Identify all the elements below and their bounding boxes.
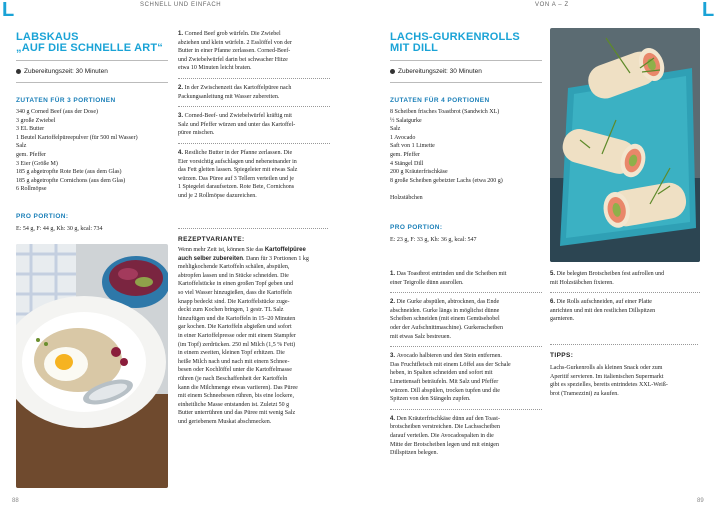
step-number: 1. — [178, 31, 185, 37]
ingredient-item: 200 g Kräuterfrischkäse — [390, 169, 448, 176]
step-text: Die belegten Brotscheiben fest aufrollen und — [556, 271, 665, 277]
step-line — [390, 423, 542, 432]
ingredients-heading-left: ZUTATEN FÜR 3 PORTIONEN — [16, 97, 116, 104]
step-line — [178, 192, 330, 201]
ingredient-item: Salz — [16, 143, 27, 150]
step-line — [390, 298, 542, 307]
step-text: Avocado halbieren und den Stein entfernen. — [396, 353, 502, 360]
variant-line — [178, 306, 338, 315]
left-title-line2: „AUF DIE SCHNELLE ART“ — [16, 42, 163, 54]
salmon-rolls-photo — [550, 28, 700, 262]
step-number: 6. — [550, 299, 557, 306]
step-line — [178, 183, 330, 192]
recipe-step — [550, 298, 700, 324]
step-text: Das Toastbrot entrinden und die Scheiben mit — [396, 271, 507, 277]
variant-line — [178, 280, 338, 289]
step-line — [550, 307, 700, 316]
divider — [390, 409, 542, 410]
tips-line: brot (Tramezzini) zu kaufen. — [550, 390, 619, 397]
variant-text-part: in einer Kartoffelpresse oder mit einem Stampfer — [178, 332, 296, 339]
per-portion-right: E: 23 g, F: 33 g, Kh: 36 g, kcal: 547 — [390, 237, 477, 243]
ingredient-item: 340 g Corned Beef (aus der Dose) — [16, 109, 98, 115]
step-number: 5. — [550, 271, 557, 277]
step-text: das Fett gleiten lassen. Spiegeleier mit etwas Salz — [178, 167, 298, 174]
variant-line — [178, 272, 338, 281]
variant-line — [178, 341, 338, 350]
variant-line — [178, 263, 338, 272]
variant-text-part: Wenn mehr Zeit ist, können Sie das — [178, 247, 265, 253]
variant-line — [178, 366, 338, 375]
step-text: Dillspitzen belegen. — [390, 450, 438, 457]
step-line — [390, 378, 542, 387]
ingredient-item: 8 große Scheiben gebeizter Lachs (etwa 200 g) — [390, 177, 503, 184]
step-text: würzen. Das Püree auf 3 Tellern verteilen und je — [178, 175, 294, 182]
step-number: 3. — [178, 113, 185, 120]
salmon-rolls-image — [550, 28, 700, 262]
step-line — [390, 279, 542, 288]
ingredients-list-left — [16, 108, 174, 194]
step-line — [390, 449, 542, 458]
step-line — [178, 64, 330, 73]
ingredient-item: Holzstäbchen — [390, 194, 423, 201]
prep-time-text: Zubereitungszeit: 30 Minuten — [398, 68, 482, 75]
labskaus-photo — [16, 244, 168, 488]
step-line — [390, 395, 542, 404]
step-line — [550, 270, 700, 279]
right-recipe-title — [390, 32, 545, 54]
variant-line — [178, 358, 338, 367]
per-portion-heading-left: PRO PORTION: — [16, 213, 69, 220]
step-text: Spitzen von den Stängeln zupfen. — [390, 396, 471, 403]
ingredient-item: 4 Stängel Dill — [390, 160, 424, 167]
step-number: 3. — [390, 353, 397, 360]
variant-text-part: und geriebenem Muskat abschmecken. — [178, 418, 272, 425]
step-line — [550, 315, 700, 324]
running-head-right: VON A – Z — [535, 2, 569, 8]
ingredient-item: gem. Pfeffer — [16, 151, 46, 158]
step-text: Restliche Butter in der Pfanne zerlassen. Die — [184, 149, 293, 156]
variant-line — [178, 349, 338, 358]
variant-text-part: besen oder Kochlöffel unter die Kartoffelmasse — [178, 367, 292, 374]
recipe-step — [178, 112, 330, 138]
step-line — [550, 279, 700, 288]
variant-text-part: deckt zum Kochen bringen, 1 gestr. TL Salz — [178, 307, 284, 314]
step-number: 2. — [390, 299, 397, 306]
step-text: Die Rolls aufschneiden, auf einer Platte — [556, 299, 652, 306]
step-line — [390, 352, 542, 361]
prep-time-left — [16, 68, 108, 75]
step-text: würzen. Dill abspülen, trocken tupfen und die — [390, 387, 500, 394]
variant-text-part: mit einem Schneebesen rühren, bis eine lockere, — [178, 393, 294, 400]
divider — [178, 228, 328, 229]
step-text: und Zwiebelwürfel darin bei schwacher Hitze — [178, 56, 288, 63]
step-text: Mitte der Brotscheiben legen und mit einigen — [390, 441, 499, 448]
tips-line: gibt es spezielles, bereits entrindetes XXL-Weiß- — [550, 382, 668, 389]
step-text: mit etwas Salz bestreuen. — [390, 333, 451, 340]
step-text: etwa 10 Minuten leicht braten. — [178, 65, 252, 72]
ingredient-item: gem. Pfeffer — [390, 151, 420, 158]
ingredient-item: 185 g abgetropfte Cornichons (aus dem Glas) — [16, 177, 126, 184]
step-text: Butter in einer Pfanne zerlassen. Corned-Beef- — [178, 48, 291, 55]
variant-text-part: kann die Milchmenge etwas variieren). Das Püree — [178, 384, 298, 391]
step-number: 2. — [178, 84, 185, 91]
chapter-letter-left: L — [2, 0, 15, 21]
recipe-step — [390, 352, 542, 404]
step-text: brotscheiben verstreichen. Die Lachsscheiben — [390, 424, 500, 431]
step-text: heben, in Spalten schneiden und sofort mit — [390, 370, 493, 377]
step-text: 1 Spiegelei daraufsetzen. Rote Bete, Cornichons — [178, 184, 295, 191]
variant-text-part: . Dann für 3 Portionen 1 kg — [243, 255, 309, 262]
step-text: darauf verteilen. Die Avocadospalten in die — [390, 432, 494, 439]
step-line — [390, 270, 542, 279]
variant-text-part: Kartoffelstücke in einen großen Topf geben und — [178, 281, 293, 288]
variant-line — [178, 255, 338, 264]
left-title-line1: LABSKAUS — [16, 31, 79, 43]
variant-line — [178, 323, 338, 332]
per-portion-left: E: 54 g, F: 44 g, Kh: 30 g, kcal: 734 — [16, 226, 103, 232]
ingredient-item: Saft von 1 Limette — [390, 143, 435, 150]
step-line — [178, 39, 330, 48]
step-text: Limettensaft beträufeln. Mit Salz und Pfeffer — [390, 378, 499, 385]
step-text: Corned-Beef- und Zwiebelwürfel kräftig mit — [184, 113, 292, 120]
ingredient-item — [390, 185, 548, 194]
recipe-step — [550, 270, 700, 287]
variant-line — [178, 401, 338, 410]
step-text: abschneiden. Gurke längs in möglichst dünne — [390, 307, 500, 314]
step-line — [390, 315, 542, 324]
step-line — [178, 93, 330, 102]
step-line — [178, 84, 330, 93]
step-text: Die Gurke abspülen, abtrocknen, das Ende — [396, 299, 500, 306]
divider — [178, 78, 330, 79]
ingredient-item: 185 g abgetropfte Rote Bete (aus dem Glas) — [16, 169, 122, 176]
ingredient-item: 3 EL Butter — [16, 126, 45, 133]
page-number-right: 89 — [697, 498, 704, 504]
ingredients-heading-right: ZUTATEN FÜR 4 PORTIONEN — [390, 97, 490, 104]
step-text: oder der Aufschnittmaschine). Gurkenscheiben — [390, 324, 503, 331]
step-line — [390, 415, 542, 424]
labskaus-image — [16, 244, 168, 488]
step-text: Eier vorsichtig aufschlagen und nebeneinander in — [178, 158, 297, 165]
ingredient-item: 1 Avocado — [390, 134, 416, 141]
step-number: 4. — [390, 415, 397, 422]
step-text: Scheiben schneiden (mit einem Gemüsehobel — [390, 316, 500, 323]
step-text: Packungsanleitung mit Wasser zubereiten. — [178, 93, 280, 100]
step-line — [178, 175, 330, 184]
recipe-step — [178, 84, 330, 101]
step-line — [390, 361, 542, 370]
right-title-line1: LACHS-GURKENROLLS — [390, 31, 520, 43]
per-portion-heading-right: PRO PORTION: — [390, 224, 443, 231]
step-text: und je 2 Rollmöpse dazureichen. — [178, 192, 257, 199]
steps-left — [178, 30, 330, 206]
step-text: einer Teigrolle dünn ausrollen. — [390, 279, 464, 286]
step-line — [178, 129, 330, 138]
chapter-letter-right: L — [702, 0, 715, 21]
variant-line — [178, 375, 338, 384]
divider — [390, 82, 542, 83]
variant-line — [178, 418, 338, 427]
step-text: Den Kräuterfrischkäse dünn auf den Toast- — [396, 415, 500, 422]
clock-icon — [16, 69, 21, 74]
variant-line — [178, 332, 338, 341]
step-text: In der Zwischenzeit das Kartoffelpüree nach — [184, 84, 292, 91]
variant-line — [178, 246, 338, 255]
variant-text-part: hinzufügen und die Kartoffeln in 15–20 Minuten — [178, 315, 296, 322]
variant-text-part: einheitliche Masse entstanden ist. Zuletzt 50 g — [178, 401, 290, 408]
variant-text-part: so viel Wasser hinzugießen, dass die Kartoffeln — [178, 289, 292, 296]
divider — [550, 344, 698, 345]
variant-heading: REZEPTVARIANTE: — [178, 236, 245, 243]
variant-text-part: knapp bedeckt sind. Die Kartoffelstücke zuge- — [178, 298, 290, 305]
steps-right-col2 — [550, 270, 700, 329]
ingredient-item: 3 große Zwiebel — [16, 117, 56, 124]
running-head-left: SCHNELL UND EINFACH — [140, 2, 222, 8]
variant-line — [178, 392, 338, 401]
step-line — [390, 369, 542, 378]
divider — [390, 346, 542, 347]
ingredient-item: Salz — [390, 126, 401, 133]
step-text: abziehen und klein würfeln. 2 Esslöffel von der — [178, 39, 292, 46]
variant-line — [178, 315, 338, 324]
divider — [178, 106, 330, 107]
step-line — [178, 121, 330, 130]
step-line — [390, 441, 542, 450]
ingredient-item: ½ Salatgurke — [390, 117, 422, 124]
ingredients-list-right — [390, 108, 548, 203]
variant-text-part: Butter unterrühren und das Püree mit wenig Salz — [178, 410, 296, 417]
step-line — [390, 324, 542, 333]
step-line — [390, 387, 542, 396]
variant-text-part: abtropfen lassen und in Stücke schneiden. Die — [178, 272, 289, 279]
step-line — [178, 166, 330, 175]
step-line — [178, 158, 330, 167]
step-text: Salz und Pfeffer würzen und unter das Kartoffel- — [178, 121, 296, 128]
step-number: 4. — [178, 149, 185, 156]
tips-line: Aperitif servieren. Im italienischen Supermarkt — [550, 373, 664, 380]
recipe-step — [178, 30, 330, 73]
recipe-step — [390, 270, 542, 287]
variant-line — [178, 289, 338, 298]
recipe-step — [390, 298, 542, 341]
variant-line — [178, 409, 338, 418]
variant-bold-part: Kartoffelpüree — [264, 247, 306, 253]
variant-text-part: heiße Milch nach und nach mit einem Schnee- — [178, 358, 290, 365]
step-text: Corned Beef grob würfeln. Die Zwiebel — [184, 31, 281, 37]
step-number: 1. — [390, 271, 397, 277]
prep-time-right — [390, 68, 482, 75]
step-line — [550, 298, 700, 307]
variant-text-part: rühren (je nach Beschaffenheit der Kartoffeln — [178, 375, 288, 382]
page-number-left: 88 — [12, 498, 19, 504]
ingredient-item: 3 Eier (Größe M) — [16, 160, 58, 167]
variant-line — [178, 384, 338, 393]
tips-line: Lachs-Gurkenrolls als kleinen Snack oder zum — [550, 365, 663, 371]
divider — [16, 82, 168, 83]
ingredient-item: 1 Beutel Kartoffelpüreepulver (für 500 ml Wasser) — [16, 134, 138, 141]
variant-text-part: mehligkochende Kartoffeln schälen, abspülen, — [178, 264, 290, 271]
step-line — [390, 432, 542, 441]
step-line — [178, 56, 330, 65]
prep-time-text: Zubereitungszeit: 30 Minuten — [24, 68, 108, 75]
clock-icon — [390, 69, 395, 74]
step-text: püree mischen. — [178, 130, 215, 137]
recipe-step — [390, 415, 542, 458]
tips-text — [550, 364, 700, 398]
step-text: garnieren. — [550, 316, 575, 323]
variant-line — [178, 298, 338, 307]
steps-right-col1 — [390, 270, 542, 463]
ingredient-item: 8 Scheiben frisches Toastbrot (Sandwich XL) — [390, 109, 500, 115]
recipe-step — [178, 149, 330, 201]
variant-text-part: gar kochen. Die Kartoffeln abgießen und sofort — [178, 324, 292, 331]
step-text: Das Fruchtfleisch mit einem Löffel aus der Schale — [390, 361, 511, 368]
divider — [550, 292, 700, 293]
variant-text — [178, 246, 338, 426]
step-line — [178, 149, 330, 158]
divider — [390, 292, 542, 293]
divider — [390, 60, 542, 61]
variant-bold-part: auch selber zubereiten — [178, 255, 244, 262]
step-line — [178, 112, 330, 121]
step-text: anrichten und mit den restlichen Dillspitzen — [550, 307, 656, 314]
variant-text-part: in einem zweiten, kleinen Topf erhitzen. Die — [178, 350, 285, 357]
step-line — [178, 47, 330, 56]
variant-text-part: (im Topf) zerdrücken. 250 ml Milch (1,5 % Fett) — [178, 341, 296, 348]
step-text: mit Holzstäbchen fixieren. — [550, 279, 614, 286]
step-line — [390, 307, 542, 316]
divider — [178, 143, 330, 144]
tips-heading: TIPPS: — [550, 352, 574, 359]
left-recipe-title — [16, 32, 171, 54]
divider — [16, 60, 168, 61]
step-line — [390, 333, 542, 342]
step-line — [178, 30, 330, 39]
ingredient-item: 6 Rollmöpse — [16, 186, 47, 193]
right-title-line2: MIT DILL — [390, 42, 439, 54]
